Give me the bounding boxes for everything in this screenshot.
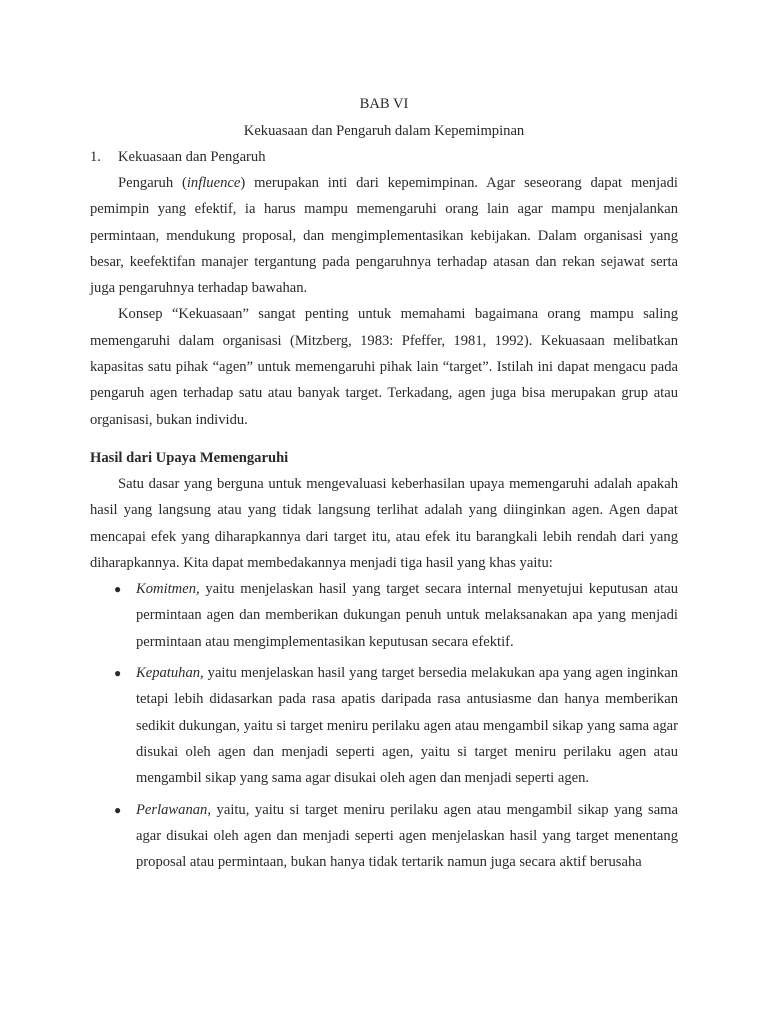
paragraph-konsep: Konsep “Kekuasaan” sangat penting untuk memahami bagaimana orang mampu saling memengaruhi dalam organisasi (Mitzberg, 1983: Pfeffer, 1981, 1992). Kekuasaan melibatkan kapasitas satu pihak “agen” untuk memengaruhi pihak lain “target”. Istilah ini dapat mengacu pada pengaruh agen terhadap satu atau banyak target. Terkadang, agen juga bisa merupakan grup atau organisasi, bukan individu. <box>90 306 678 428</box>
list-item-term: Kepatuhan, <box>136 665 204 682</box>
list-item-text: yaitu menjelaskan hasil yang target secara internal menyetujui keputusan atau permintaan agen dan memberikan dukungan penuh untuk melaksanakan apa yang menjadi permintaan atau mengimplementasikan keputusan secara efektif. <box>136 581 678 650</box>
list-item <box>90 576 678 655</box>
chapter-title: BAB VI <box>359 96 409 112</box>
bullet-icon: ● <box>114 582 122 597</box>
chapter-subtitle: Kekuasaan dan Pengaruh dalam Kepemimpinan <box>243 123 525 139</box>
paragraph-text: ) merupakan inti dari kepemimpinan. Agar seseorang dapat menjadi pemimpin yang efektif, ia harus mampu memengaruhi orang lain agar mampu menjalankan permintaan, mendukung proposal, dan mengimplementasikan kebijakan. Dalam organisasi yang besar, keefektifan manajer tergantung pada pengaruhnya terhadap atasan dan rekan sejawat serta juga pengaruhnya terhadap bawahan. <box>90 175 678 297</box>
list-item-term: Perlawanan <box>136 801 208 818</box>
list-item-term: Komitmen, <box>136 581 200 598</box>
section-number: 1. <box>90 149 101 165</box>
italic-term: influence <box>186 175 241 191</box>
section-heading-hasil: Hasil dari Upaya Memengaruhi <box>90 449 289 466</box>
paragraph-pengaruh <box>90 170 678 301</box>
document-content <box>90 90 678 880</box>
list-item <box>90 797 678 876</box>
section-heading-1 <box>90 144 678 170</box>
section-title: Kekuasaan dan Pengaruh <box>118 149 266 165</box>
bullet-icon: ● <box>114 666 122 681</box>
list-item-text: yaitu menjelaskan hasil yang target bersedia melakukan apa yang agen inginkan tetapi lebih didasarkan pada rasa apatis daripada rasa antusiasme dan hanya memberikan sedikit dukungan, yaitu si target meniru perilaku agen atau mengambil sikap yang sama agar disukai oleh agen dan menjadi seperti agen, yaitu si target meniru perilaku agen atau mengambil sikap yang sama agar disukai oleh agen dan menjadi seperti agen. <box>136 665 678 787</box>
list-item-text: , yaitu, yaitu si target meniru perilaku agen atau mengambil sikap yang sama agar disukai oleh agen dan menjadi seperti agen menjelaskan hasil yang target menentang proposal atau permintaan, bukan hanya tidak tertarik namun juga secara aktif berusaha <box>136 801 678 871</box>
list-item <box>90 660 678 791</box>
paragraph-text: Pengaruh ( <box>118 175 187 191</box>
paragraph-hasil: Satu dasar yang berguna untuk mengevaluasi keberhasilan upaya memengaruhi adalah apakah hasil yang langsung atau yang tidak langsung terlihat adalah yang diinginkan agen. Agen dapat mencapai efek yang diharapkannya dari target itu, atau efek itu barangkali lebih rendah dari yang diharapkannya. Kita dapat membedakannya menjadi tiga hasil yang khas yaitu: <box>90 475 678 571</box>
bullet-list <box>90 576 678 875</box>
bullet-icon: ● <box>114 802 122 817</box>
